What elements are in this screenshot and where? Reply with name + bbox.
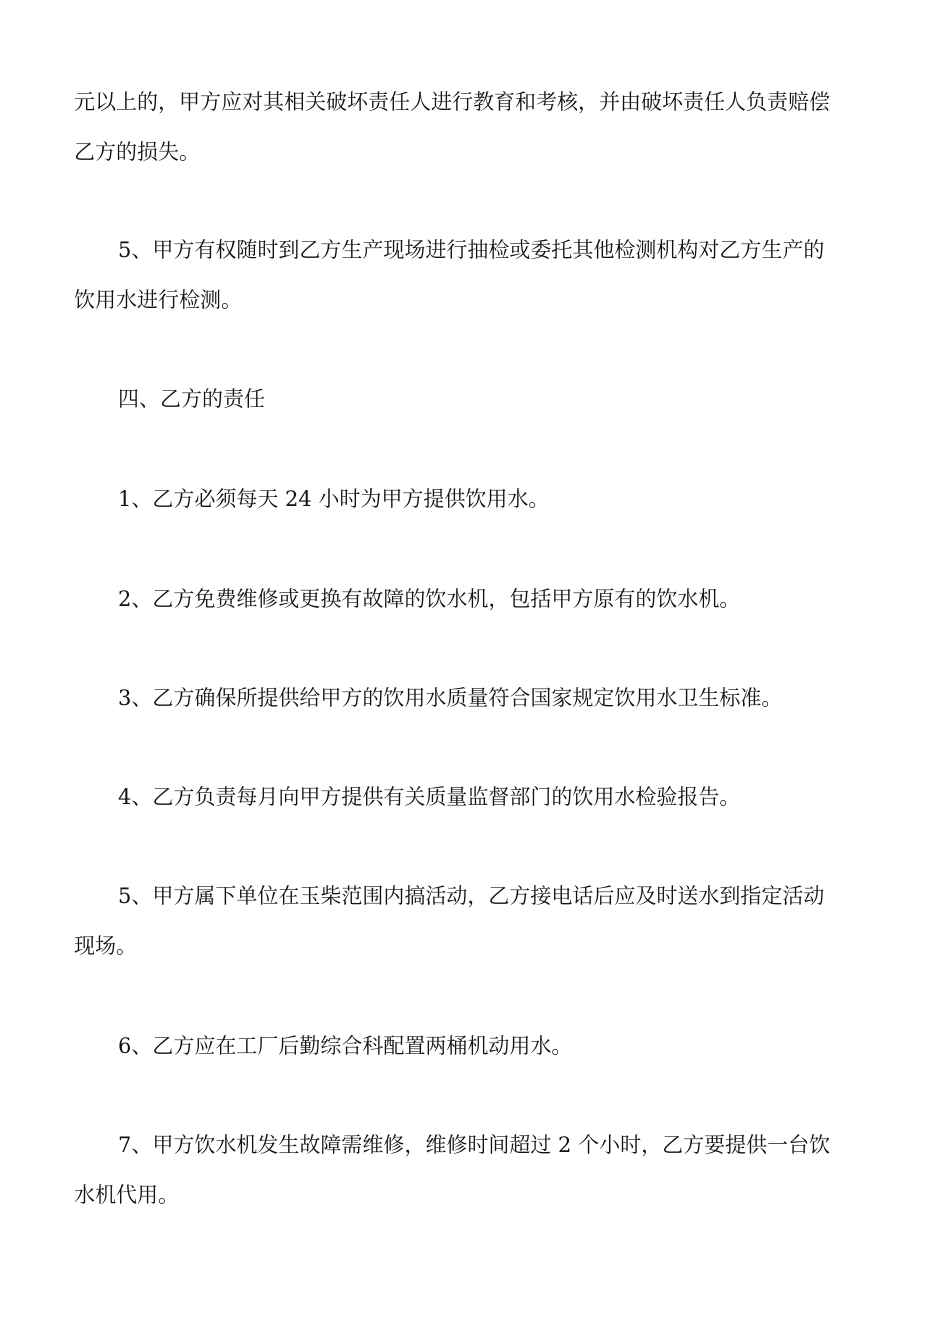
- paragraph-line: 5、甲方属下单位在玉柴范围内搞活动，乙方接电话后应及时送水到指定活动: [118, 884, 825, 908]
- clause-4-2: [74, 574, 878, 624]
- heading-text: 四、乙方的责任: [118, 387, 265, 411]
- paragraph-line: 5、甲方有权随时到乙方生产现场进行抽检或委托其他检测机构对乙方生产的: [118, 238, 825, 262]
- paragraph-line: 饮用水进行检测。: [74, 288, 242, 312]
- paragraph-line: 6、乙方应在工厂后勤综合科配置两桶机动用水。: [118, 1034, 573, 1058]
- paragraph-line: 3、乙方确保所提供给甲方的饮用水质量符合国家规定饮用水卫生标准。: [118, 686, 783, 710]
- clause-4-6: [74, 1021, 878, 1071]
- paragraph-continuation: [74, 77, 878, 177]
- paragraph-line: 现场。: [74, 934, 137, 958]
- clause-4-1: [74, 474, 878, 524]
- paragraph-line: 7、甲方饮水机发生故障需维修，维修时间超过 2 个小时，乙方要提供一台饮: [118, 1133, 831, 1157]
- paragraph-line: 元以上的，甲方应对其相关破坏责任人进行教育和考核，并由破坏责任人负责赔偿: [74, 90, 830, 114]
- paragraph-line: 4、乙方负责每月向甲方提供有关质量监督部门的饮用水检验报告。: [118, 785, 741, 809]
- clause-4-7: [74, 1120, 878, 1220]
- clause-4-3: [74, 673, 878, 723]
- section-heading: [74, 374, 878, 424]
- paragraph-line: 水机代用。: [74, 1183, 179, 1207]
- clause-4-5: [74, 871, 878, 971]
- paragraph-line: 2、乙方免费维修或更换有故障的饮水机，包括甲方原有的饮水机。: [118, 587, 741, 611]
- clause-3-5: [74, 225, 878, 325]
- paragraph-line: 乙方的损失。: [74, 140, 200, 164]
- paragraph-line: 1、乙方必须每天 24 小时为甲方提供饮用水。: [118, 487, 550, 511]
- clause-4-4: [74, 772, 878, 822]
